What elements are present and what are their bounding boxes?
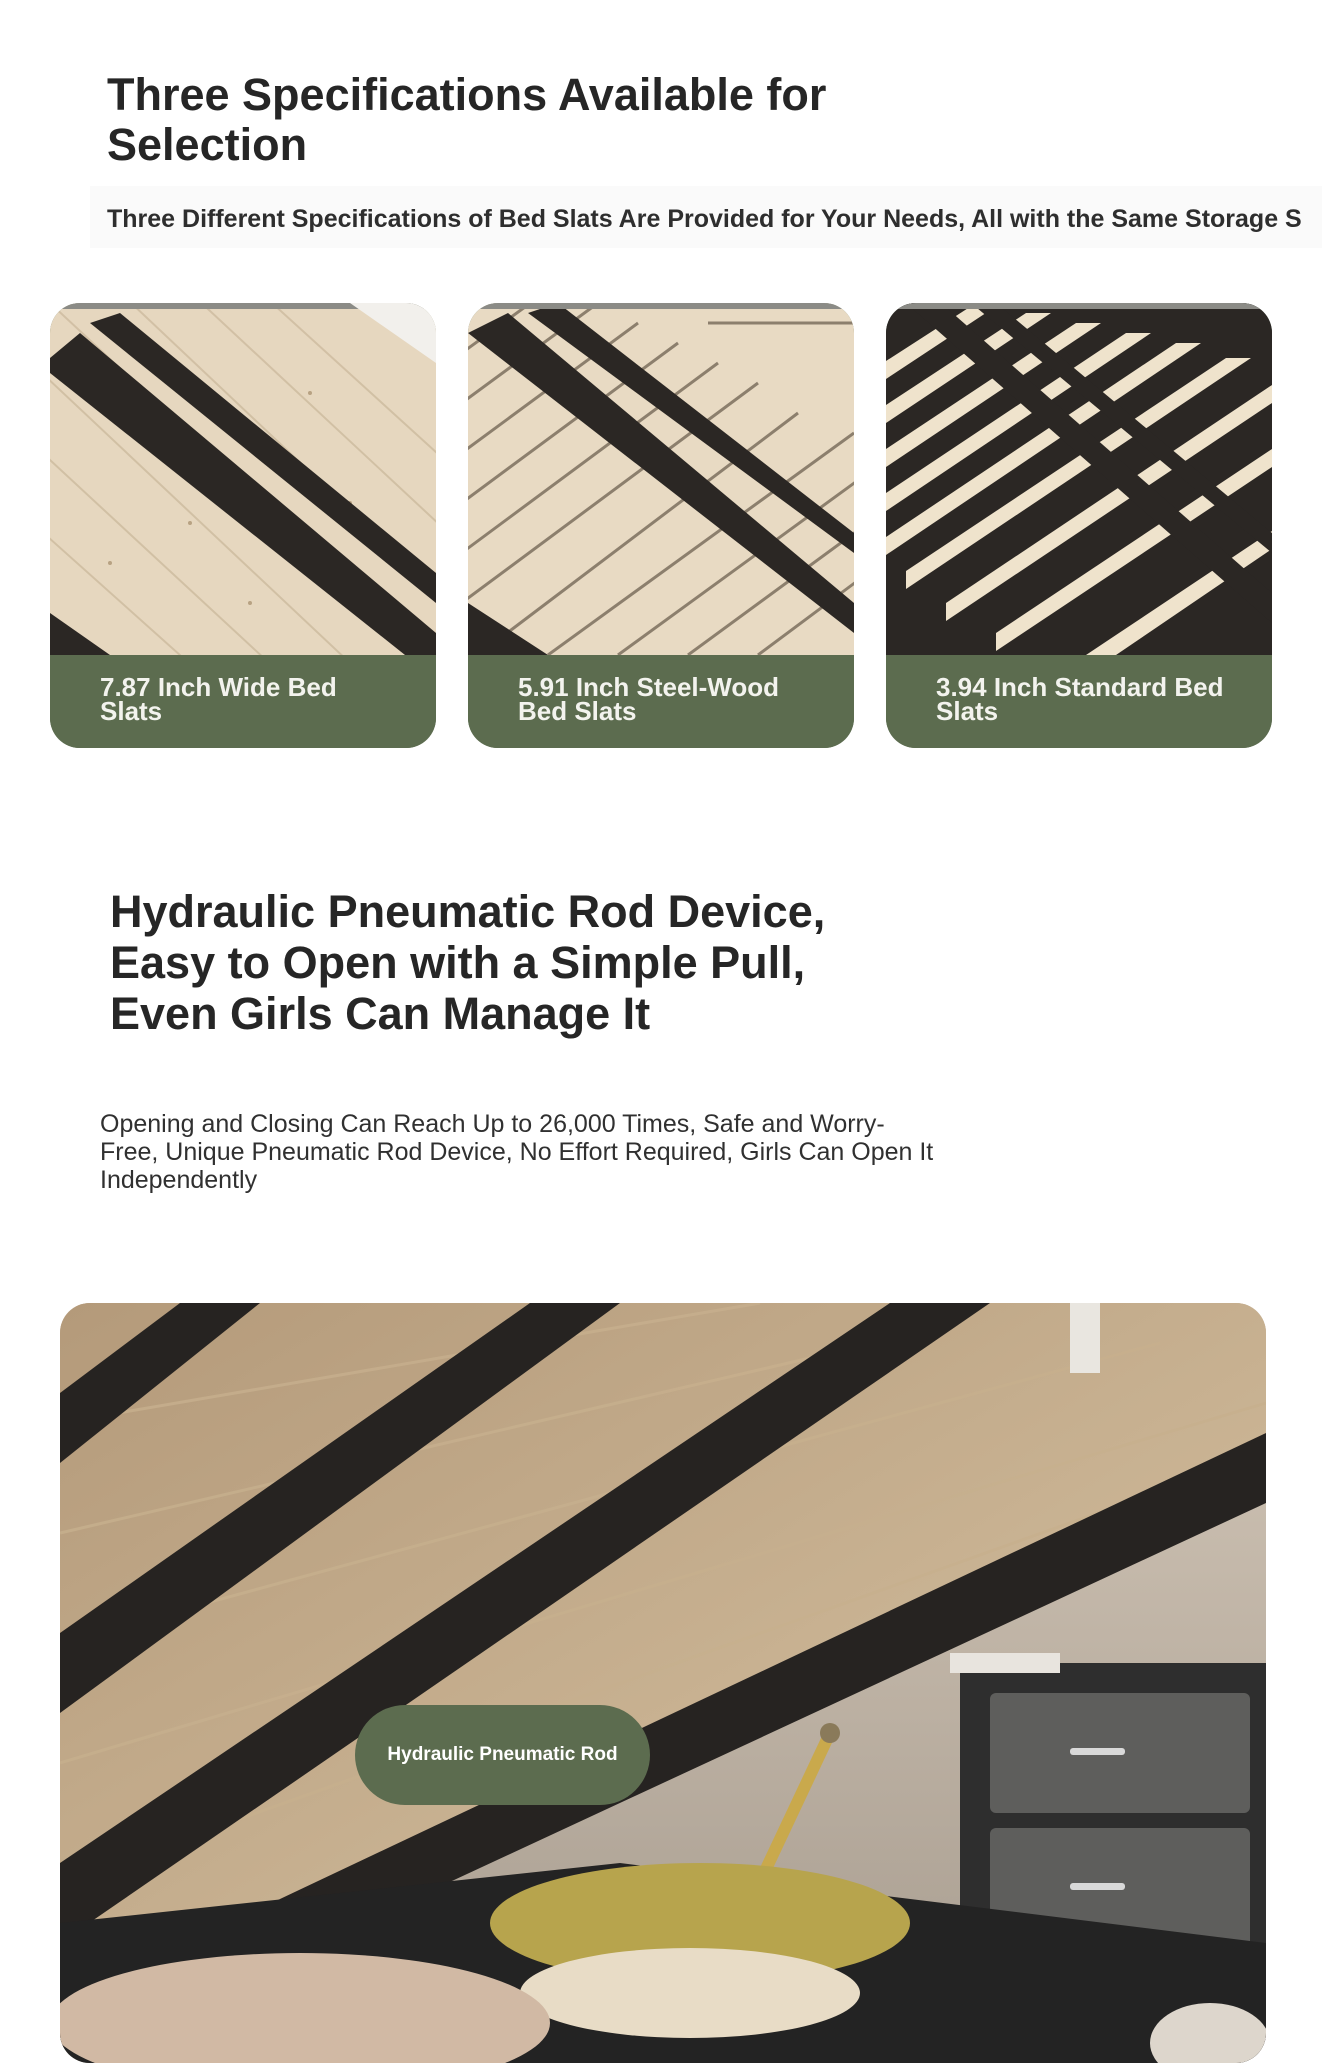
standard-slats-photo <box>886 303 1272 655</box>
steel-wood-slats-photo <box>468 303 854 655</box>
card-label-wide: 7.87 Inch Wide Bed Slats <box>100 672 337 726</box>
spec-card-steel-wood[interactable] <box>468 303 854 748</box>
card-label-bar <box>468 655 854 748</box>
spec-card-wide[interactable] <box>50 303 436 748</box>
hydraulic-rod-badge: Hydraulic Pneumatic Rod <box>355 1705 650 1805</box>
section-title-specifications: Three Specifications Available for Selection <box>107 69 827 170</box>
card-label-bar <box>886 655 1272 748</box>
hydraulic-rod-photo <box>60 1303 1266 2063</box>
section-description-hydraulic: Opening and Closing Can Reach Up to 26,000 Times, Safe and Worry-Free, Unique Pneumatic Rod Device, No Effort Required, Girls Can Open It Independently <box>100 1110 934 1194</box>
card-label-bar <box>50 655 436 748</box>
card-label-steel-wood: 5.91 Inch Steel-Wood Bed Slats <box>518 672 780 726</box>
section-title-hydraulic: Hydraulic Pneumatic Rod Device, Easy to Open with a Simple Pull, Even Girls Can Manage It <box>110 886 826 1039</box>
section-subtitle-specifications: Three Different Specifications of Bed Slats Are Provided for Your Needs, All with the Same Storage S <box>107 205 1302 233</box>
open-storage-bed-image <box>60 1303 1266 2063</box>
wide-slats-photo <box>50 303 436 655</box>
card-label-standard: 3.94 Inch Standard Bed Slats <box>936 672 1224 726</box>
spec-card-standard[interactable] <box>886 303 1272 748</box>
